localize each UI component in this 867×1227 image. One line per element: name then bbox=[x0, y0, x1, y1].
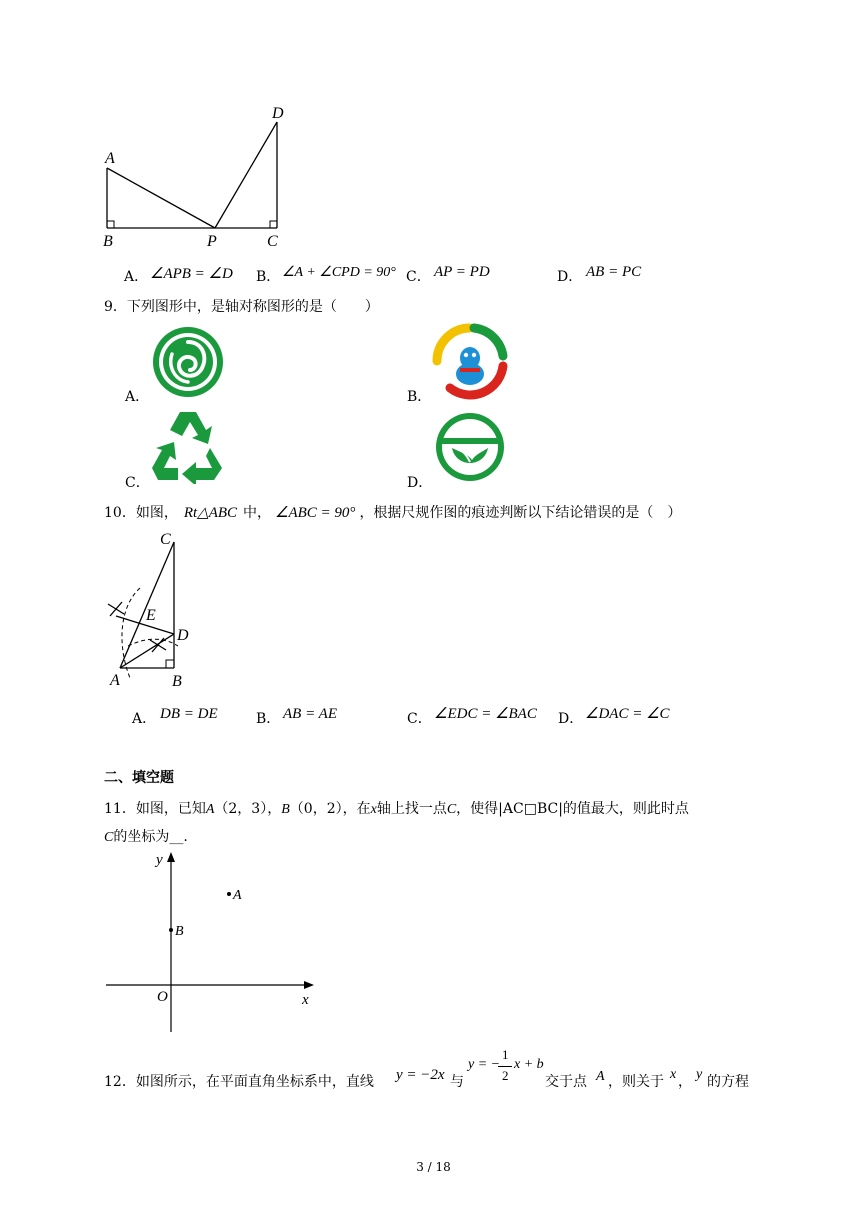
q10-option-b-letter: B． bbox=[256, 711, 281, 727]
q10-stem-prefix: 10．如图， bbox=[104, 505, 178, 521]
label-p: P bbox=[207, 233, 217, 250]
q11-point-b: B bbox=[281, 802, 290, 817]
q12-var-x: x bbox=[670, 1067, 677, 1082]
q10-option-c-text: ∠EDC = ∠BAC bbox=[434, 706, 537, 722]
label-b: B bbox=[175, 924, 184, 939]
q10-option-a-text: DB = DE bbox=[160, 706, 218, 722]
right-angle-mark-c bbox=[270, 221, 277, 228]
q8-option-a-text: ∠APB = ∠D bbox=[150, 266, 233, 282]
q10-option-b-text: AB = AE bbox=[283, 706, 338, 722]
q10-stem-rt: Rt△ABC bbox=[183, 505, 238, 521]
q12-suffix-c: 的方程 bbox=[707, 1074, 749, 1090]
q12-eq2-den: 2 bbox=[502, 1068, 509, 1083]
q11-text-a: 11．如图，已知 bbox=[104, 801, 206, 817]
q11-text-d: 轴上找一点 bbox=[376, 801, 447, 817]
q12-mid: 与 bbox=[450, 1074, 464, 1090]
q8-option-c-letter: C． bbox=[406, 269, 431, 285]
q11-text-b: （2，3）， bbox=[214, 801, 282, 817]
q11-point-a: A bbox=[205, 802, 215, 817]
green-food-logo-icon bbox=[432, 410, 508, 484]
label-a: A bbox=[105, 150, 115, 167]
label-d: D bbox=[272, 105, 284, 122]
q9-option-a-letter: A． bbox=[125, 389, 150, 405]
q9-stem: 9．下列图形中，是轴对称图形的是（ ） bbox=[104, 299, 379, 315]
segment-ap bbox=[107, 168, 215, 228]
q10-option-d-text: ∠DAC = ∠C bbox=[585, 706, 670, 722]
section-title: 二、填空题 bbox=[104, 770, 174, 786]
q8-option-b-text: ∠A + ∠CPD = 90° bbox=[282, 265, 396, 280]
q12-suffix-a: 交于点 bbox=[545, 1074, 587, 1090]
q10-stem-suffix: ，根据尺规作图的痕迹判断以下结论错误的是（ ） bbox=[359, 505, 682, 521]
label-e: E bbox=[146, 607, 156, 624]
q11-line1 bbox=[104, 798, 689, 818]
recycle-arrows-icon bbox=[148, 408, 228, 484]
q10-stem-angle: ∠ABC = 90° bbox=[275, 505, 356, 521]
right-angle-mark-b bbox=[107, 221, 114, 228]
q11-text-c: （0，2），在 bbox=[289, 801, 371, 817]
q9-option-b-letter: B． bbox=[407, 389, 432, 405]
q12-suffix-b: ，则关于 bbox=[608, 1074, 664, 1090]
q11-point-c-2: C bbox=[104, 830, 114, 845]
q9-option-c-letter: C． bbox=[125, 475, 150, 491]
green-swirl-circle-icon bbox=[150, 324, 226, 400]
q10-option-a-letter: A． bbox=[132, 711, 157, 727]
q11-var-x: x bbox=[370, 802, 377, 817]
label-o: O bbox=[157, 989, 168, 1005]
q8-option-b-letter: B． bbox=[256, 269, 281, 285]
segment-ac bbox=[120, 542, 174, 668]
label-x: x bbox=[302, 992, 309, 1008]
arc-cross-2b bbox=[152, 638, 164, 652]
q12-eq2-num: 1 bbox=[502, 1047, 509, 1062]
y-axis-arrow bbox=[167, 852, 175, 862]
q11-line2-rest: 的坐标为__. bbox=[113, 829, 188, 845]
q11-point-c: C bbox=[446, 802, 457, 817]
q12-eq1: y = −2x bbox=[396, 1067, 445, 1083]
point-a bbox=[227, 892, 231, 896]
label-b: B bbox=[172, 673, 182, 690]
q8-option-d-text: AB = PC bbox=[586, 264, 642, 280]
q11-coordinate-figure bbox=[100, 848, 320, 1038]
q10-stem bbox=[104, 502, 681, 522]
q12-prefix: 12．如图所示，在平面直角坐标系中，直线 bbox=[104, 1074, 374, 1090]
label-y: y bbox=[156, 852, 163, 868]
q10-stem-mid: 中， bbox=[243, 505, 272, 521]
tencent-penguin-logo-icon bbox=[430, 322, 510, 400]
q11-text-e: ，使得|AC□BC|的值最大，则此时点 bbox=[456, 801, 689, 817]
arc-cross-1b bbox=[110, 602, 122, 616]
q12-fraction-bar bbox=[498, 1066, 512, 1067]
q8-option-d-letter: D． bbox=[557, 269, 583, 285]
label-a: A bbox=[110, 672, 120, 689]
right-angle-mark-b bbox=[166, 660, 174, 668]
label-b: B bbox=[103, 233, 113, 250]
q9-option-d-letter: D． bbox=[407, 475, 433, 491]
q12-point-a: A bbox=[596, 1069, 605, 1084]
q12-eq2-right: x + b bbox=[514, 1057, 544, 1072]
q10-option-d-letter: D． bbox=[558, 711, 584, 727]
q10-figure bbox=[98, 528, 208, 693]
label-a: A bbox=[233, 888, 242, 903]
q12-var-y: y bbox=[696, 1067, 703, 1082]
q10-option-c-letter: C． bbox=[407, 711, 432, 727]
q12-comma: ， bbox=[678, 1074, 692, 1090]
x-axis-arrow bbox=[304, 981, 314, 989]
q8-figure bbox=[95, 100, 305, 250]
q11-line2 bbox=[104, 826, 188, 846]
q8-option-c-text: AP = PD bbox=[434, 264, 490, 280]
q12-eq2-left: y = − bbox=[468, 1057, 501, 1072]
label-d: D bbox=[177, 627, 189, 644]
segment-ed bbox=[116, 616, 174, 634]
point-b bbox=[169, 928, 173, 932]
label-c: C bbox=[267, 233, 278, 250]
label-c: C bbox=[160, 531, 171, 548]
segment-pd bbox=[215, 122, 277, 228]
page-number: 3 / 18 bbox=[416, 1160, 451, 1174]
q8-option-a-letter: A． bbox=[124, 269, 149, 285]
